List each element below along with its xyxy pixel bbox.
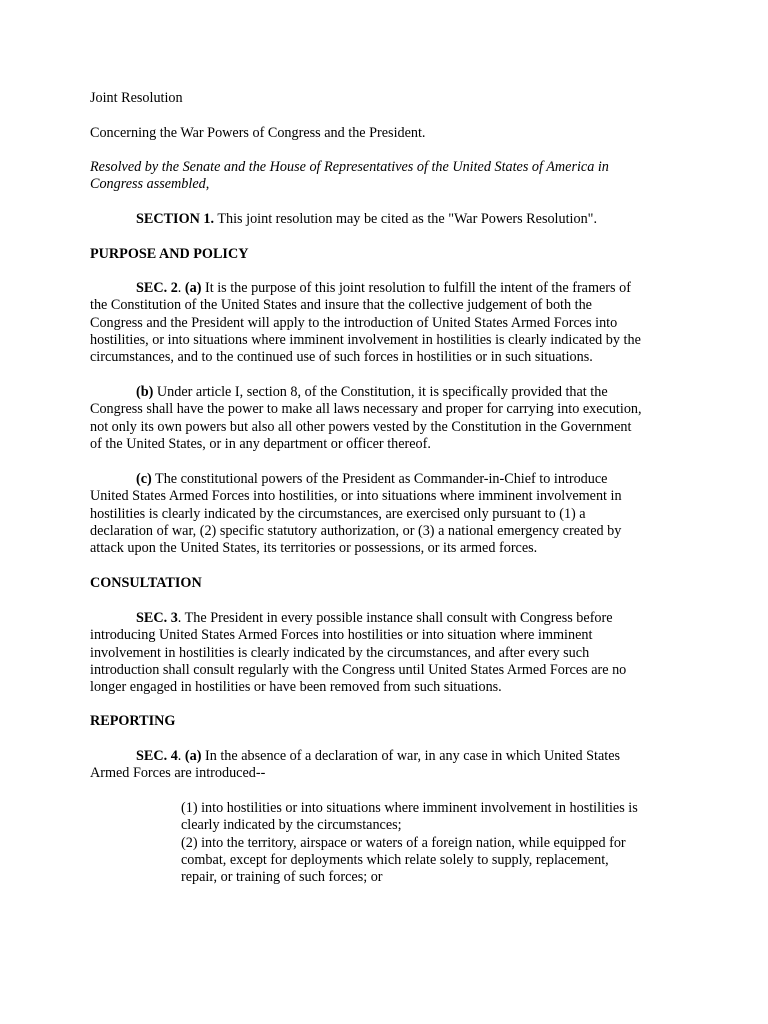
sec-2a-sub-label: (a) bbox=[184, 280, 202, 296]
sec-4a-first-text: In the absence of a declaration of war, in any case in which United States bbox=[201, 748, 621, 764]
doc-title: Joint Resolution bbox=[90, 90, 183, 106]
heading-consultation: CONSULTATION bbox=[90, 575, 202, 591]
sec-2a-line: circumstances, and to the continued use of such forces in hostilities or in such situations. bbox=[90, 349, 593, 365]
sec-3-line: involvement in hostilities is clearly indicated by the circumstances, and after every such bbox=[90, 645, 590, 661]
sec-3-line: introduction shall consult regularly with the Congress until United States Armed Forces are no bbox=[90, 662, 627, 678]
sec-3-line: longer engaged in hostilities or have been removed from such situations. bbox=[90, 679, 502, 695]
section-1-label: SECTION 1. bbox=[136, 211, 215, 227]
sec-3-line: introducing United States Armed Forces into hostilities or into situation where imminent bbox=[90, 627, 593, 643]
sec-3-first-line bbox=[136, 610, 613, 627]
sec-2b-line: not only its own powers but also all other powers vested by the Constitution in the Government bbox=[90, 419, 632, 435]
sec-4-label: SEC. 4 bbox=[136, 748, 178, 764]
sec-2-label: SEC. 2 bbox=[136, 280, 178, 296]
sec-4-sep: . bbox=[177, 748, 185, 764]
heading-reporting: REPORTING bbox=[90, 713, 176, 729]
sec-2b-sub-label: (b) bbox=[136, 384, 154, 400]
sec-2b-line: Congress shall have the power to make all laws necessary and proper for carrying into execution, bbox=[90, 401, 642, 417]
sec-4-list-item: repair, or training of such forces; or bbox=[181, 869, 383, 885]
sec-2c-line: hostilities is clearly indicated by the circumstances, are exercised only pursuant to (1) a bbox=[90, 506, 586, 522]
sec-3-first-text: . The President in every possible instance shall consult with Congress before bbox=[177, 610, 613, 626]
sec-2a-first-line bbox=[136, 280, 631, 297]
sec-4a-first-line bbox=[136, 748, 620, 765]
sec-4-list-item: combat, except for deployments which relate solely to supply, replacement, bbox=[181, 852, 609, 868]
sec-4-list-item: (1) into hostilities or into situations where imminent involvement in hostilities is bbox=[181, 800, 638, 816]
sec-2-sep: . bbox=[177, 280, 185, 296]
sec-2c-sub-label: (c) bbox=[136, 471, 152, 487]
section-1-paragraph bbox=[136, 211, 597, 228]
section-1-text: This joint resolution may be cited as the "War Powers Resolution". bbox=[214, 211, 597, 227]
sec-2c-first-text: The constitutional powers of the President as Commander-in-Chief to introduce bbox=[151, 471, 608, 487]
sec-2c-line: United States Armed Forces into hostilities, or into situations where imminent involvement in bbox=[90, 488, 622, 504]
sec-4-list-item: clearly indicated by the circumstances; bbox=[181, 817, 402, 833]
sec-2b-first-text: Under article I, section 8, of the Constitution, it is specifically provided that the bbox=[153, 384, 608, 400]
sec-2b-line: of the United States, or in any department or officer thereof. bbox=[90, 436, 431, 452]
sec-2c-first-line bbox=[136, 471, 607, 488]
heading-purpose-and-policy: PURPOSE AND POLICY bbox=[90, 246, 249, 262]
sec-2a-line: the Constitution of the United States and insure that the collective judgement of both the bbox=[90, 297, 592, 313]
enacting-clause-line-1: Resolved by the Senate and the House of Representatives of the United States of America in bbox=[90, 159, 609, 175]
sec-2c-line: attack upon the United States, its territories or possessions, or its armed forces. bbox=[90, 540, 538, 556]
sec-4a-line: Armed Forces are introduced-- bbox=[90, 765, 266, 781]
doc-subtitle: Concerning the War Powers of Congress and the President. bbox=[90, 125, 426, 141]
sec-4a-sub-label: (a) bbox=[184, 748, 202, 764]
enacting-clause-line-2: Congress assembled, bbox=[90, 176, 210, 192]
sec-3-label: SEC. 3 bbox=[136, 610, 178, 626]
sec-2b-first-line bbox=[136, 384, 608, 401]
sec-2a-first-text: It is the purpose of this joint resolution to fulfill the intent of the framers of bbox=[201, 280, 631, 296]
sec-4-list-item: (2) into the territory, airspace or waters of a foreign nation, while equipped for bbox=[181, 835, 626, 851]
sec-2c-line: declaration of war, (2) specific statutory authorization, or (3) a national emergency created by bbox=[90, 523, 622, 539]
sec-2a-line: Congress and the President will apply to the introduction of United States Armed Forces into bbox=[90, 315, 618, 331]
sec-2a-line: hostilities, or into situations where imminent involvement in hostilities is clearly indicated by the bbox=[90, 332, 641, 348]
